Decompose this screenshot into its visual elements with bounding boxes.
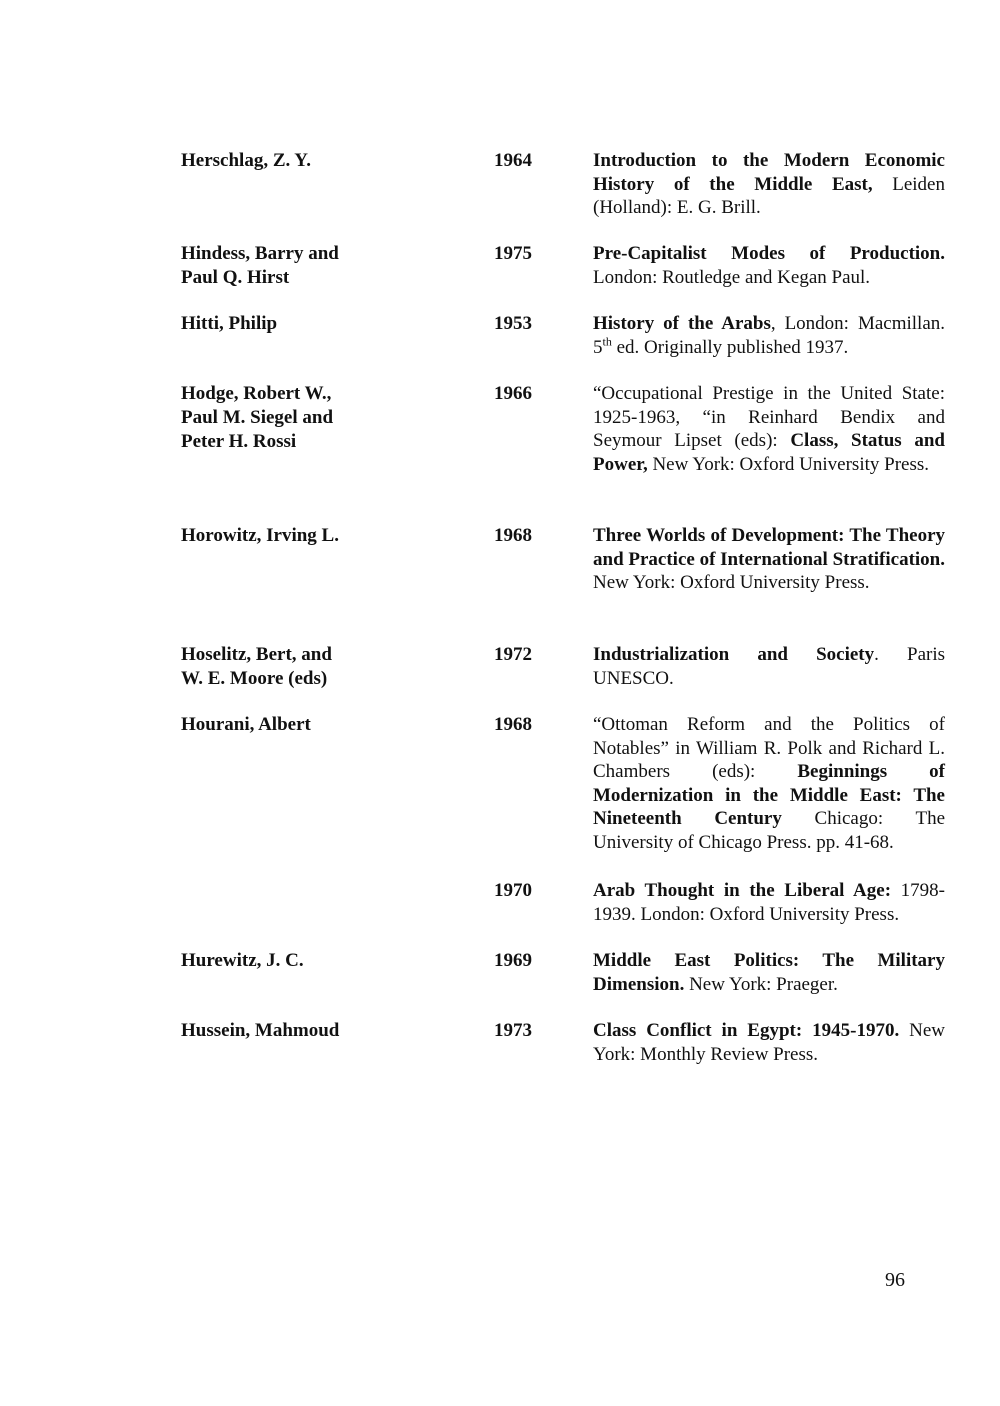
citation-text: “Ottoman Reform and the Politics of Notables” in William R. Polk and Richard L. Chambers (eds): [593,714,945,782]
citation-title: Industrialization and Society [593,644,875,665]
citation-text: New York: Oxford University Press. [593,572,870,593]
entry-citation [593,879,945,926]
citation-text: London: Routledge and Kegan Paul. [593,266,871,288]
citation-title: Class Conflict in Egypt: 1945-1970. [593,1020,900,1041]
citation-text: New York: Oxford University Press. [647,453,930,475]
citation-text: New York: Praeger. [684,973,838,995]
citation-text: 1798-1939. London: Oxford University Press. [593,880,945,925]
entry-year: 1968 [494,714,532,735]
entry-author: Hodge, Robert W., Paul M. Siegel and Peter H. Rossi [181,383,334,452]
citation-text: , London: Macmillan. 5 [593,313,945,358]
citation-title: Beginnings of Modernization in the Middle East: The Nineteenth Century [593,761,945,829]
citation-title: Three Worlds of Development: The Theory and Practice of International Stratification. [593,525,945,570]
entry-citation [593,524,945,595]
entry-year: 1969 [494,950,532,971]
citation-text: New York: Monthly Review Press. [593,1020,945,1065]
citation-title: Class, Status and Power, [593,430,945,475]
citation-title: History of the Arabs [593,313,771,334]
entry-author: Herschlag, Z. Y. [181,150,312,171]
entry-citation [593,643,945,690]
citation-title: Pre-Capitalist Modes of Production. [593,243,945,264]
entry-citation [593,312,945,359]
entry-citation [593,1019,945,1066]
citation-title: Introduction to the Modern Economic History of the Middle East, [593,150,945,195]
entry-author: Hoselitz, Bert, and W. E. Moore (eds) [181,644,332,689]
citation-text: “Occupational Prestige in the United State: 1925-1963, “in Reinhard Bendix and Seymour Lipset (eds): [593,383,945,451]
entry-author: Hitti, Philip [181,313,278,334]
citation-title: Arab Thought in the Liberal Age: [593,880,892,901]
entry-citation [593,149,945,220]
citation-text: . Paris UNESCO. [593,644,945,689]
entry-citation [593,382,945,476]
entry-citation [593,713,945,854]
citation-text: ed. Originally published 1937. [611,336,849,358]
entry-year: 1973 [494,1020,532,1041]
entry-year: 1964 [494,150,532,171]
entry-citation [593,242,945,289]
citation-text: Leiden (Holland): E. G. Brill. [593,173,945,218]
citation-superscript: th [602,334,612,349]
citation-text: Chicago: The University of Chicago Press. pp. 41-68. [593,808,946,853]
entry-citation [593,949,945,996]
entry-year: 1966 [494,383,532,404]
citation-title: Middle East Politics: The Military Dimension. [593,950,945,995]
entry-year: 1975 [494,243,532,264]
entry-author: Hindess, Barry and Paul Q. Hirst [181,243,339,288]
entry-author: Horowitz, Irving L. [181,525,339,546]
page-number: 96 [885,1269,905,1291]
entry-year: 1970 [494,880,532,901]
entry-year: 1968 [494,525,532,546]
entry-year: 1972 [494,644,532,665]
entry-author: Hourani, Albert [181,714,311,735]
entry-author: Hurewitz, J. C. [181,950,304,971]
entry-year: 1953 [494,313,532,334]
entry-author: Hussein, Mahmoud [181,1020,340,1041]
